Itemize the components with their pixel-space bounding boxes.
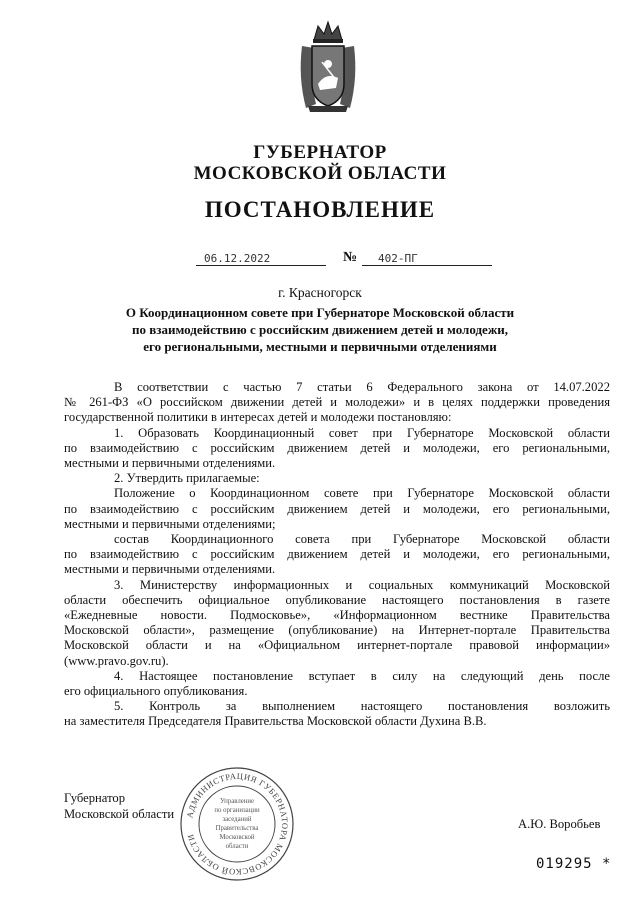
document-place: г. Красногорск [278,285,362,300]
serial-number: 019295 * [536,856,612,872]
subject-line3: его региональными, местными и первичными отделениями [143,339,497,354]
body-line: 2. Утвердить прилагаемые: [114,471,260,486]
body-line: государственной политики в интересах детей и молодежи постановляю: [64,410,452,425]
body-line: Московской области», размещение (опубликование) на Интернет-портале Правительства [64,623,610,638]
body-line: «Ежедневные новости. Подмосковье», «Информационном вестнике Правительства [64,608,610,623]
number-label: № [343,250,358,265]
svg-text:АДМИНИСТРАЦИЯ ГУБЕРНАТОРА МОСК [184,771,290,877]
issuer-title-line1: ГУБЕРНАТОР [253,142,387,163]
stamp-ring-text: АДМИНИСТРАЦИЯ ГУБЕРНАТОРА МОСКОВСКОЙ ОБЛАСТИ [184,770,291,878]
signatory-position-line1: Губернатор [64,791,125,805]
subject-line1: О Координационном совете при Губернаторе Московской области [125,305,515,320]
body-line: В соответствии с частью 7 статьи 6 Федерального закона от 14.07.2022 [114,380,610,394]
body-line: по взаимодействию с российским движением детей и молодежи, его региональными, [64,501,610,516]
body-line: Московской области и на «Официальном интернет-портале правовой информации» [64,638,610,653]
body-line: 3. Министерству информационных и социальных коммуникаций Московской [114,577,610,592]
body-line: области обеспечить официальное опубликование настоящего постановления в газете [64,592,610,607]
stamp-center-line: Управление [219,798,255,805]
signatory-position-line2: Московской области [64,807,175,821]
date-underline [196,265,326,266]
coat-of-arms-emblem [296,18,360,114]
issuer-title-line2: МОСКОВСКОЙ ОБЛАСТИ [193,163,447,184]
body-line: по взаимодействию с российским движением детей и молодежи, его региональными, [64,547,610,562]
body-line: местными и первичными отделениями; [64,516,276,531]
official-stamp [178,765,296,883]
body-line: его официального опубликования. [64,684,248,699]
body-line: 4. Настоящее постановление вступает в силу на следующий день после [114,668,610,683]
subject-line2: по взаимодействию с российским движением детей и молодежи, [132,322,508,337]
body-line: № 261-ФЗ «О российском движении детей и молодежи» и в целях поддержки проведения [64,395,610,410]
stamp-center-line: по организации [214,807,260,814]
stamp-center-line: области [225,843,249,850]
stamp-center-line: Правительства [215,825,259,832]
document-number: 402-ПГ [378,252,418,265]
body-line: 5. Контроль за выполнением настоящего постановления возложить [114,699,610,714]
document-type-heading: ПОСТАНОВЛЕНИЕ [204,197,436,222]
signatory-name: А.Ю. Воробьев [518,817,601,831]
document-date: 06.12.2022 [204,252,271,265]
number-underline [362,265,492,266]
body-line: на заместителя Председателя Правительства Московской области Духина В.В. [64,714,487,729]
body-line: Положение о Координационном совете при Губернаторе Московской области [114,486,610,501]
body-line: состав Координационного совета при Губернаторе Московской области [114,532,610,547]
document-body [64,380,610,730]
body-line: местными и первичными отделениями. [64,456,276,471]
body-line: 1. Образовать Координационный совет при Губернаторе Московской области [114,425,610,440]
stamp-center-line: Московской [219,834,255,841]
stamp-center-line: заседаний [222,816,252,823]
body-line: местными и первичными отделениями. [64,562,276,577]
body-line: (www.pravo.gov.ru). [64,653,169,668]
body-line: по взаимодействию с российским движением детей и молодежи, его региональными, [64,440,610,455]
